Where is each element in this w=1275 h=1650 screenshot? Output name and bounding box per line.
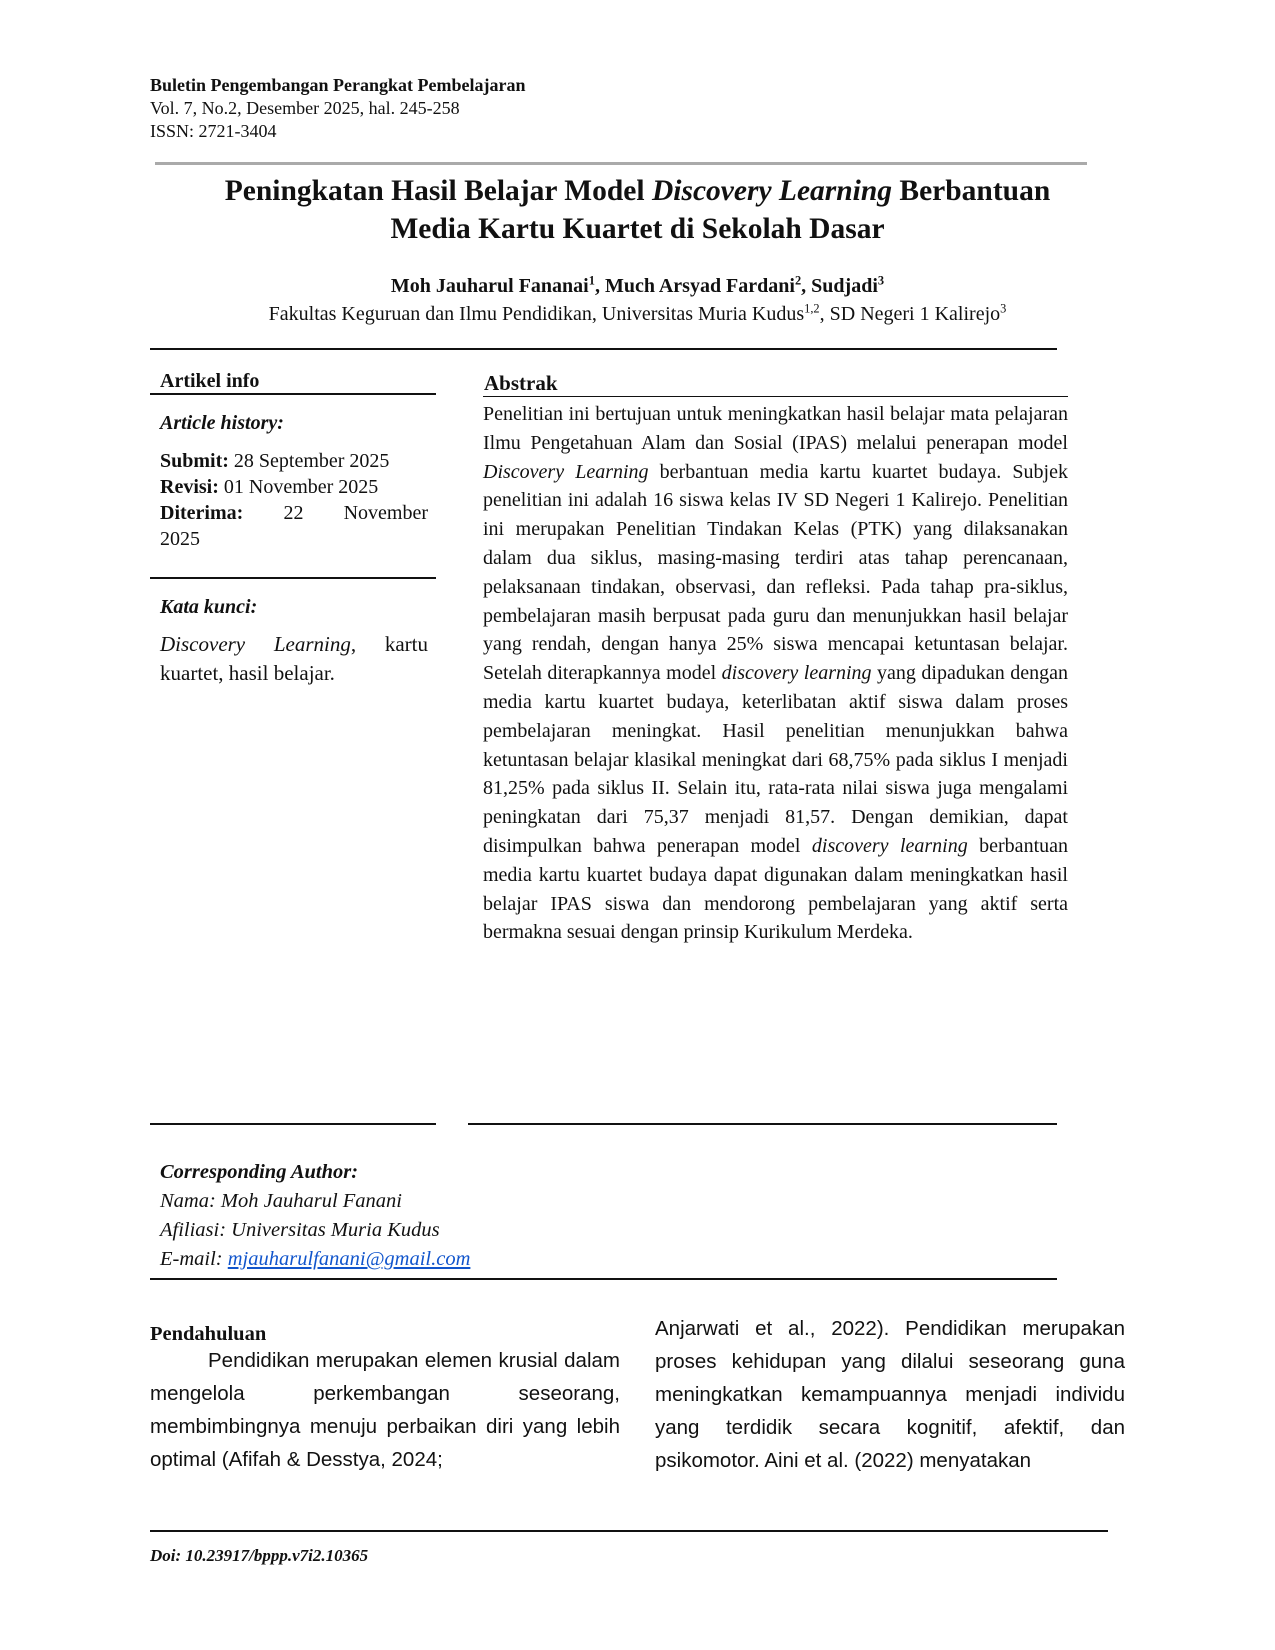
submit-value: 28 September 2025 [233, 450, 390, 472]
corresponding-author [160, 1158, 470, 1274]
affiliation-2: , SD Negeri 1 Kalirejo [819, 303, 1001, 325]
corr-name: Nama: Moh Jauharul Fanani [160, 1190, 402, 1212]
journal-header [150, 74, 526, 143]
title-part2: Berbantuan [892, 175, 1051, 207]
intro-column-2: Anjarwati et al., 2022). Pendidikan merupakan proses kehidupan yang dilalui seseorang guna meningkatkan kemampuannya menjadi individu yang terdidik secara kognitif, afektif, dan psikomotor. Aini et al. (2022) menyatakan [655, 1317, 1125, 1472]
journal-name: Buletin Pengembangan Perangkat Pembelajaran [150, 75, 526, 95]
info-top-rule [150, 348, 1057, 350]
author-list [120, 275, 1155, 298]
author-2-sup: 2 [794, 273, 802, 288]
diterima-year: 2025 [160, 528, 200, 550]
abstract-i3: discovery learning [811, 834, 968, 857]
author-sep: , [594, 275, 605, 297]
abstract-t2: berbantuan media kartu kuartet budaya. Subjek penelitian ini adalah 16 siswa kelas IV SD Negeri 1 Kalirejo. Penelitian ini merupakan Penelitian Tindakan Kelas (PTK) yang dilaksanakan dalam dua siklus, masing-masing terdiri atas tahap perencanaan, pelaksanaan tindakan, observasi, dan refleksi. Pada tahap pra-siklus, pembelajaran masih berpusat pada guru dan menunjukkan hasil belajar yang rendah, dengan hanya 25% siswa mencapai ketuntasan belajar. Setelah diterapkannya model [483, 460, 1068, 685]
author-sep: , [801, 275, 812, 297]
header-divider [155, 162, 1087, 165]
corr-affiliation: Afiliasi: Universitas Muria Kudus [160, 1219, 440, 1241]
history-dates [160, 448, 428, 552]
abstract-t4: berbantuan media kartu kuartet budaya dapat digunakan dalam meningkatkan hasil belajar IPAS siswa dan mendorong pembelajaran yang aktif serta bermakna sesuai dengan prinsip Kurikulum Merdeka. [483, 834, 1068, 944]
title-italic: Discovery Learning [651, 175, 893, 207]
history-rule [150, 577, 436, 579]
footer-rule [150, 1530, 1108, 1532]
paper-title [120, 172, 1155, 248]
title-line2: Media Kartu Kuartet di Sekolah Dasar [390, 213, 885, 245]
article-info-heading: Artikel info [160, 370, 260, 392]
abstract-i1: Discovery Learning [483, 460, 649, 483]
author-3-sup: 3 [877, 273, 885, 288]
submit-label: Submit: [160, 450, 229, 472]
info-heading-rule [150, 393, 436, 395]
revisi-value: 01 November 2025 [223, 476, 379, 498]
abstract-t3: yang dipadukan dengan media kartu kuartet budaya, keterlibatan aktif siswa dalam proses pembelajaran meningkat. Hasil penelitian menunjukkan bahwa ketuntasan belajar klasikal meningkat dari 68,75% pada siklus I menjadi 81,25% pada siklus II. Selain itu, rata-rata nilai siswa juga mengalami peningkatan dari 75,37 menjadi 81,57. Dengan demikian, dapat disimpulkan bahwa penerapan model [483, 662, 1068, 857]
history-label: Article history: [160, 412, 284, 434]
title-part1: Peningkatan Hasil Belajar Model [224, 175, 652, 207]
submit-row [160, 448, 428, 474]
keywords [160, 630, 428, 688]
corr-bottom-rule [150, 1278, 1057, 1280]
author-3: Sudjadi [811, 275, 878, 297]
intro-column-1: Pendidikan merupakan elemen krusial dalam mengelola perkembangan seseorang, membimbingnya menuju perbaikan diri yang lebih optimal (Afifah & Desstya, 2024; [150, 1349, 620, 1471]
author-1-sup: 1 [588, 273, 595, 288]
author-2: Much Arsyad Fardani [604, 275, 795, 297]
affiliation-1: Fakultas Keguruan dan Ilmu Pendidikan, Universitas Muria Kudus [268, 303, 805, 325]
abstract-body [483, 400, 1068, 947]
diterima-row [160, 500, 428, 526]
keyword-italic: Discovery Learning [160, 632, 351, 656]
keywords-label: Kata kunci: [160, 596, 258, 618]
abstract-t1: Penelitian ini bertujuan untuk meningkatkan hasil belajar mata pelajaran Ilmu Pengetahuan Alam dan Sosial (IPAS) melalui penerapan model [483, 403, 1068, 454]
journal-volume: Vol. 7, No.2, Desember 2025, hal. 245-258 [150, 98, 460, 118]
corr-email-link[interactable]: mjauharulfanani@gmail.com [227, 1248, 471, 1270]
affiliation-2-sup: 3 [1000, 301, 1007, 316]
author-1: Moh Jauharul Fananai [390, 275, 589, 297]
affiliation-1-sup: 1,2 [804, 301, 820, 316]
affiliation [120, 303, 1155, 326]
diterima-month: November [343, 502, 428, 524]
abstract-heading-rule [483, 396, 1068, 397]
doi: Doi: 10.23917/bppp.v7i2.10365 [150, 1546, 369, 1565]
corr-label: Corresponding Author: [160, 1161, 359, 1183]
section-heading-pendahuluan: Pendahuluan [150, 1323, 267, 1345]
info-bottom-rule-left [150, 1123, 436, 1125]
diterima-day: 22 [283, 502, 304, 524]
corr-email-label: E-mail: [160, 1248, 228, 1270]
abstract-heading: Abstrak [484, 371, 558, 395]
keywords-rest: , kartu kuartet, hasil belajar. [160, 632, 428, 685]
revisi-row [160, 474, 428, 500]
info-bottom-rule-right [468, 1123, 1057, 1125]
abstract-i2: discovery learning [721, 662, 872, 685]
revisi-label: Revisi: [160, 476, 219, 498]
corr-email-row [160, 1245, 470, 1274]
journal-issn: ISSN: 2721-3404 [150, 121, 277, 141]
diterima-label: Diterima: [160, 502, 244, 524]
